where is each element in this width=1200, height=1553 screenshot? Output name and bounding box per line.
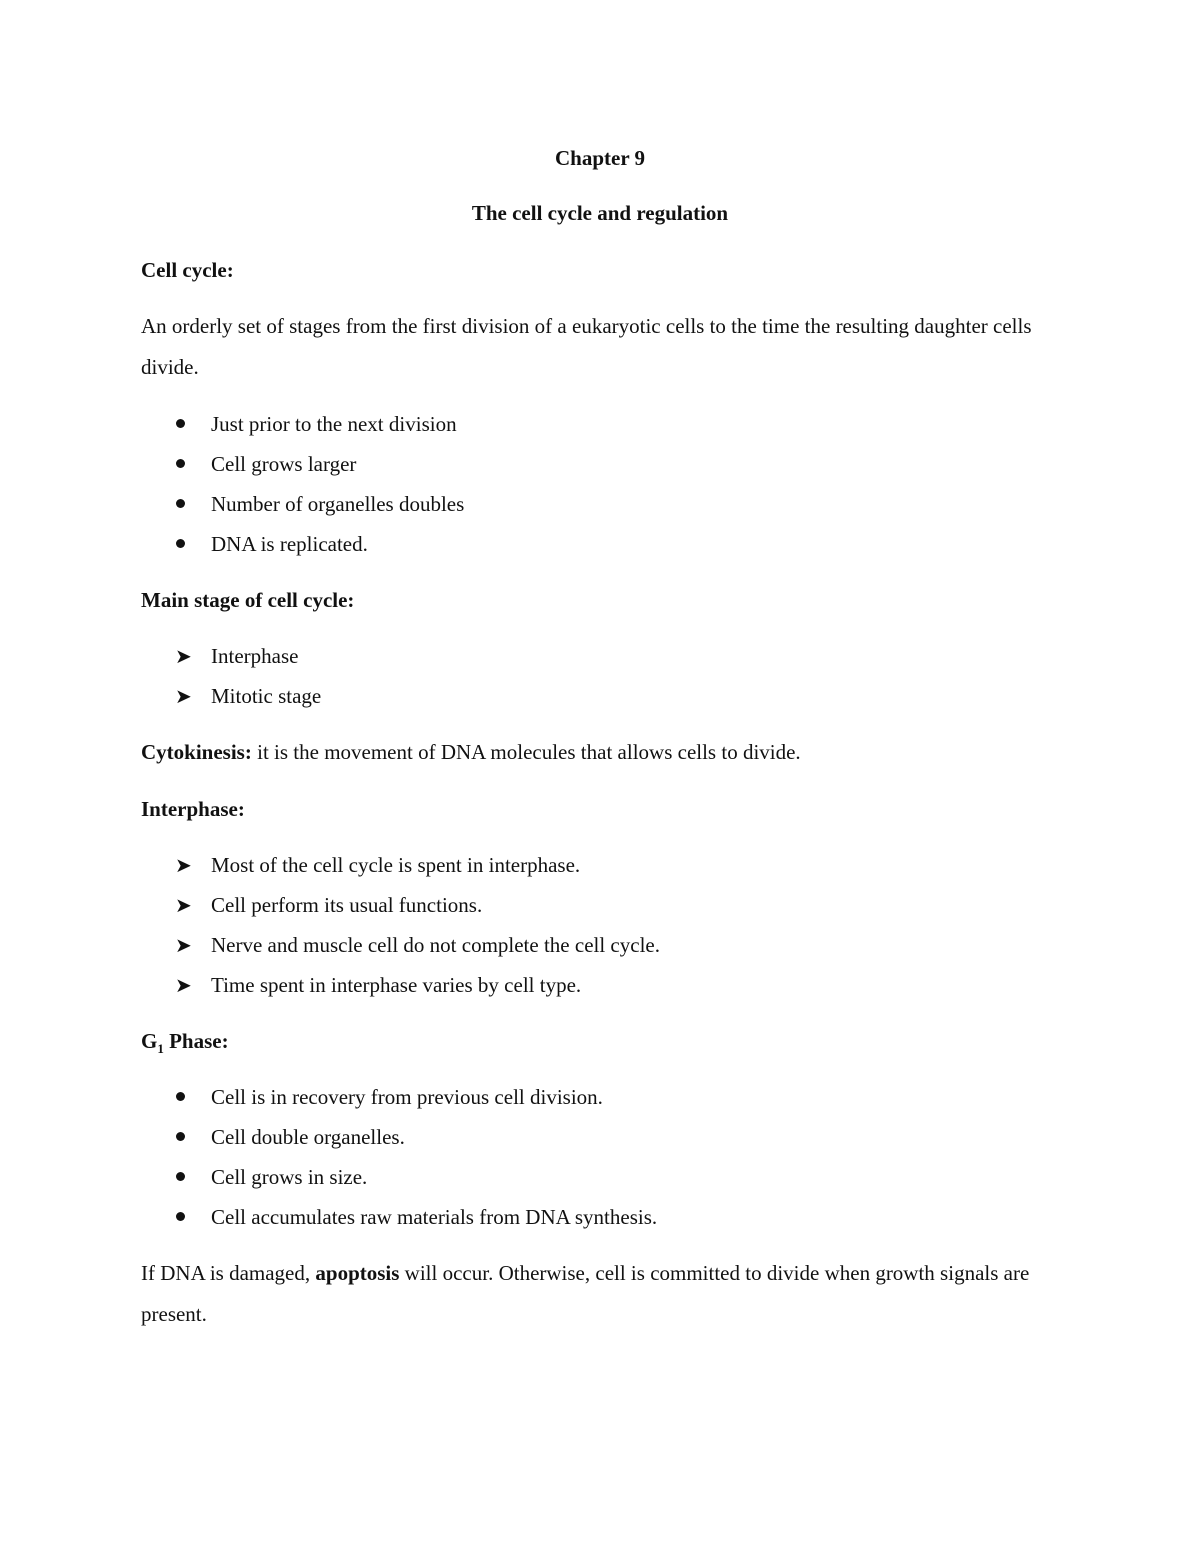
- main-stage-list: [141, 636, 1041, 716]
- cytokinesis-term: Cytokinesis:: [141, 740, 252, 764]
- list-item: Number of organelles doubles: [141, 484, 1041, 524]
- list-item: ➤ Interphase: [141, 636, 1041, 676]
- g1-phase-list: [141, 1077, 1041, 1237]
- closing-paragraph: If DNA is damaged, apoptosis will occur. Otherwise, cell is committed to divide when growth signals are present.: [141, 1261, 1030, 1326]
- arrow-bullet-icon: ➤: [175, 973, 192, 997]
- cytokinesis-paragraph: [141, 732, 1041, 773]
- g1-phase-heading: $G_1$ Phase:: [141, 1029, 229, 1057]
- bullet-icon: [176, 1132, 185, 1141]
- cytokinesis-text: it is the movement of DNA molecules that allows cells to divide.: [251, 740, 801, 764]
- arrow-bullet-icon: ➤: [175, 893, 192, 917]
- arrow-bullet-icon: ➤: [175, 853, 192, 877]
- list-item: ➤ Nerve and muscle cell do not complete the cell cycle.: [141, 925, 1041, 965]
- list-item: ➤ Time spent in interphase varies by cell type.: [141, 965, 1041, 1005]
- list-item: Cell grows in size.: [141, 1157, 1041, 1197]
- list-item: Cell grows larger: [141, 444, 1041, 484]
- document-title: The cell cycle and regulation: [471, 201, 729, 225]
- bullet-icon: [176, 1092, 185, 1101]
- bullet-icon: [176, 499, 185, 508]
- bullet-icon: [176, 1212, 185, 1221]
- bullet-icon: [176, 459, 185, 468]
- list-item: Cell accumulates raw materials from DNA synthesis.: [141, 1197, 1041, 1237]
- interphase-heading: Interphase:: [141, 797, 245, 821]
- bullet-icon: [176, 419, 185, 428]
- arrow-bullet-icon: ➤: [175, 644, 192, 668]
- list-item: DNA is replicated.: [141, 524, 1041, 564]
- list-item: Just prior to the next division: [141, 404, 1041, 444]
- list-item: ➤ Most of the cell cycle is spent in interphase.: [141, 845, 1041, 885]
- list-item: ➤ Mitotic stage: [141, 676, 1041, 716]
- document-page: [141, 138, 1041, 1351]
- main-stage-heading: Main stage of cell cycle:: [141, 588, 355, 612]
- arrow-bullet-icon: ➤: [175, 684, 192, 708]
- chapter-title: Chapter 9: [554, 146, 646, 170]
- cell-cycle-list: [141, 404, 1041, 564]
- bullet-icon: [176, 539, 185, 548]
- list-item: ➤ Cell perform its usual functions.: [141, 885, 1041, 925]
- bullet-icon: [176, 1172, 185, 1181]
- apoptosis-term: apoptosis: [315, 1261, 400, 1285]
- arrow-bullet-icon: ➤: [175, 933, 192, 957]
- cell-cycle-heading: Cell cycle:: [141, 258, 234, 282]
- cell-cycle-definition: An orderly set of stages from the first division of a eukaryotic cells to the time the resulting daughter cells divide.: [141, 314, 1032, 379]
- interphase-list: [141, 845, 1041, 1005]
- list-item: Cell double organelles.: [141, 1117, 1041, 1157]
- list-item: Cell is in recovery from previous cell division.: [141, 1077, 1041, 1117]
